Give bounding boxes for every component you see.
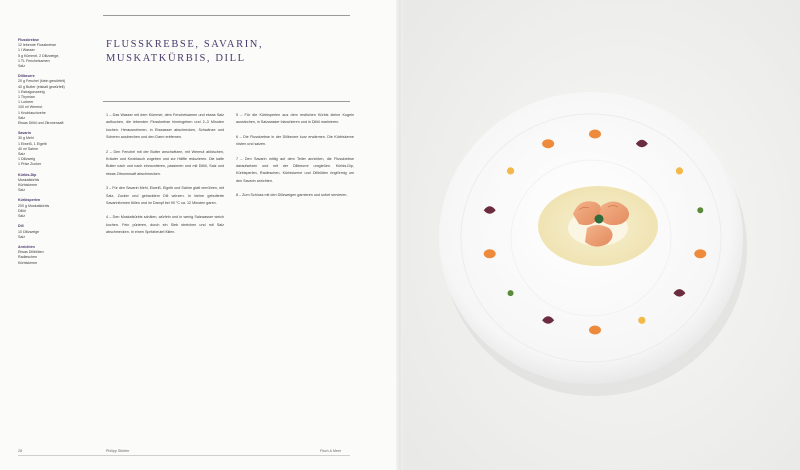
ingredient-group bbox=[18, 224, 88, 240]
instruction-paragraph: 2 – Den Fenchel mit der Butter anschwitzen, mit Wermut ablöschen, Kräuter und Knoblauch zugeben und zur Hälfte reduzieren. Die kalte Butter nach und nach einmontieren, passieren und mit Dillöl, Salz und etwas Zitronensaft abschmecken. bbox=[106, 149, 224, 176]
ingredient-group bbox=[18, 74, 88, 126]
ingredient-group-title: Flusskrebse bbox=[18, 38, 39, 42]
ingredient-line: 1 l Wasser bbox=[18, 48, 35, 53]
ingredient-sidebar bbox=[18, 38, 88, 271]
ingredient-group bbox=[18, 131, 88, 167]
ingredient-line: 1 Knoblauchzehe bbox=[18, 110, 46, 115]
garnish-carrot-dot bbox=[694, 249, 706, 258]
instruction-paragraph: 6 – Die Flusskrebse in der Dillbeurre kurz erwärmen. Die Kürbiskerne rösten und salzen. bbox=[236, 134, 354, 147]
ingredient-line: 20 g Fenchel (klein gewürfelt) bbox=[18, 79, 66, 84]
garnish-carrot-dot bbox=[542, 139, 554, 148]
ingredient-line: 1 Prise Zucker bbox=[18, 162, 42, 167]
ingredient-line: 1 Dillzweig bbox=[18, 157, 36, 162]
instruction-paragraph: 3 – Für den Savarin Mehl, Eiweiß, Eigelb und Sahne glatt verrühren, mit Salz, Zucker und gehacktem Dill würzen. In kleine gebutterte Savarinformen füllen und im Dampf bei 90 °C ca. 12 Minuten garen. bbox=[106, 186, 224, 206]
ingredient-line: Salz bbox=[18, 214, 25, 219]
instructions-column-2 bbox=[236, 112, 354, 207]
ingredient-line: Etwas Dillblüten bbox=[18, 250, 44, 255]
title-line: FLUSSKREBSE, SAVARIN, bbox=[106, 39, 264, 50]
garnish-carrot-dot bbox=[589, 326, 601, 335]
ingredient-line: Radieschen bbox=[18, 255, 37, 260]
right-page-photo bbox=[403, 0, 800, 470]
instruction-paragraph: 4 – Den Muskatkürbis schälen, würfeln und in wenig Salzwasser weich kochen. Fein pürieren, durch ein Sieb streichen und mit Salz abschmecken. In einen Spritzbeutel füllen. bbox=[106, 215, 224, 235]
ingredient-group-title: Kürbis-Dip bbox=[18, 172, 37, 177]
garnish-pumpkin-bead bbox=[507, 167, 514, 174]
ingredient-line: Salz bbox=[18, 115, 25, 120]
ingredient-line: Salz bbox=[18, 234, 25, 239]
ingredient-group bbox=[18, 198, 88, 219]
top-rule bbox=[103, 15, 350, 16]
footer-rule bbox=[18, 455, 350, 456]
ingredient-line: Dillöl bbox=[18, 208, 26, 213]
instruction-paragraph: 5 – Für die Kürbisperlen aus dem restlichen Kürbis kleine Kugeln ausstechen, in Salzwasser blanchieren und in Dillöl marinieren. bbox=[236, 113, 354, 125]
ingredient-group-title: Anrichten bbox=[18, 244, 35, 249]
instruction-paragraph: 7 – Den Savarin mittig auf dem Teller anrichten, die Flusskrebse daraufsetzen und mit der Dillbeurre umgießen. Kürbis-Dip, Kürbisperlen, Radieschen, Kürbiskerne und Dillblüten ringförmig um den Savarin anrichten. bbox=[236, 156, 354, 183]
garnish-pumpkin-bead bbox=[676, 167, 683, 174]
running-author: Philipp Stürtler bbox=[106, 449, 130, 453]
ingredient-group bbox=[18, 38, 88, 69]
ingredient-line: 1 Thymian bbox=[18, 95, 35, 100]
ingredient-line: Muskatkürbis bbox=[18, 177, 40, 182]
ingredient-line: Etwas Dillöl und Zitronensaft bbox=[18, 121, 64, 126]
garnish-carrot-dot bbox=[484, 249, 496, 258]
running-chapter: Fisch & Meer bbox=[320, 449, 342, 453]
dish-photo bbox=[403, 0, 800, 470]
ingredient-line: Kürbiskerne bbox=[18, 260, 38, 265]
title-rule bbox=[103, 101, 350, 102]
dill-garnish-center bbox=[595, 215, 604, 224]
page-number: 28 bbox=[18, 449, 22, 453]
garnish-carrot-dot bbox=[589, 130, 601, 139]
ingredient-group-title: Kürbisperlen bbox=[18, 198, 41, 203]
ingredient-line: 1 TL Fenchelsamen bbox=[18, 58, 50, 63]
ingredient-line: Salz bbox=[18, 188, 25, 193]
ingredient-line: Salz bbox=[18, 64, 25, 69]
ingredient-line: 1 Eiweiß, 1 Eigelb bbox=[18, 141, 47, 146]
ingredient-line: Salz bbox=[18, 152, 25, 157]
ingredient-line: 12 lebende Flusskrebse bbox=[18, 43, 57, 48]
ingredient-group-title: Dillbeurre bbox=[18, 74, 35, 79]
recipe-title bbox=[106, 38, 306, 66]
ingredient-line: 1 Lorbeer bbox=[18, 100, 34, 105]
ingredient-group-title: Savarin bbox=[18, 131, 31, 136]
garnish-green-herb bbox=[697, 207, 703, 213]
ingredient-line: 30 g Mehl bbox=[18, 136, 34, 141]
ingredient-line: 1 Estragonzweig bbox=[18, 89, 45, 94]
ingredient-group bbox=[18, 173, 88, 194]
ingredient-group-title: Dill bbox=[18, 224, 24, 229]
ingredient-line: 100 ml Wermut bbox=[18, 105, 43, 110]
ingredient-line: 40 g Butter (eiskalt gewürfelt) bbox=[18, 84, 65, 89]
instruction-paragraph: 1 – Das Wasser mit dem Kümmel, dem Fenchelsamen und etwas Salz aufkochen, die lebenden Flusskrebse hineingeben und 2–3 Minuten kochen. Herausnehmen, in Eiswasser abschrecken, Schwänze und Scheren ausbrechen und den Darm entfernen. bbox=[106, 113, 224, 140]
instructions-column-1 bbox=[106, 112, 224, 244]
ingredient-line: 5 g Kümmel, 2 Dillzweige, bbox=[18, 53, 60, 58]
ingredient-group bbox=[18, 245, 88, 266]
garnish-pumpkin-bead bbox=[638, 317, 645, 324]
garnish-green-herb bbox=[508, 290, 514, 296]
instruction-paragraph: 8 – Zum Schluss mit den Dillzweigen garnieren und sofort servieren. bbox=[236, 193, 348, 198]
ingredient-line: 40 ml Sahne bbox=[18, 146, 39, 151]
ingredient-line: Kürbiskerne bbox=[18, 183, 38, 188]
ingredient-line: 200 g Muskatkürbis bbox=[18, 203, 50, 208]
ingredient-line: 10 Dillzweige bbox=[18, 229, 40, 234]
title-line: MUSKATKÜRBIS, DILL bbox=[106, 53, 246, 64]
